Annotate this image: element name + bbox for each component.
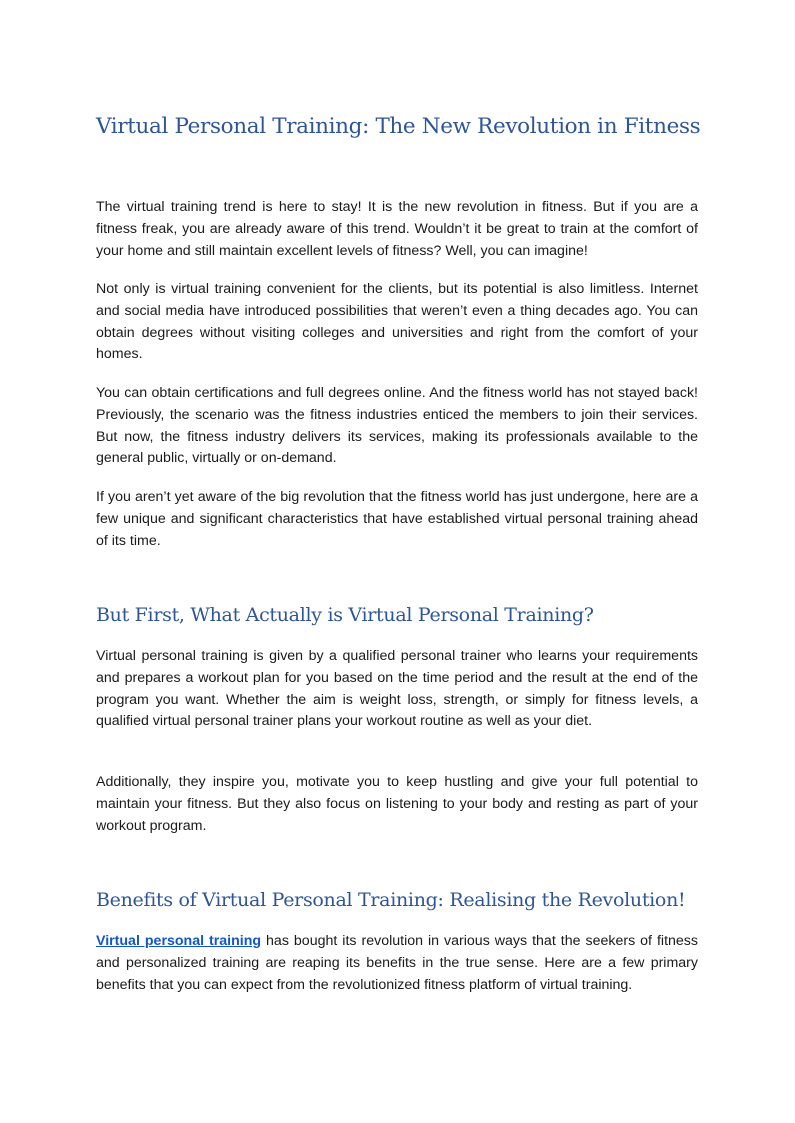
section-heading-benefits: Benefits of Virtual Personal Training: Realising the Revolution! (96, 889, 686, 911)
intro-paragraph-4: If you aren’t yet aware of the big revolution that the fitness world has just undergone, here are a few unique and significant characteristics that have established virtual personal training ahead of its time. (96, 489, 698, 549)
intro-paragraph-1: The virtual training trend is here to stay! It is the new revolution in fitness. But if you are a fitness freak, you are already aware of this trend. Wouldn’t it be great to train at the comfort of your home and still maintain excellent levels of fitness? Well, you can imagine! (96, 199, 698, 259)
section1-paragraph-1: Virtual personal training is given by a qualified personal trainer who learns your requirements and prepares a workout plan for you based on the time period and the result at the end of the program you want. Whether the aim is weight loss, strength, or simply for fitness levels, a qualified virtual personal trainer plans your workout routine as well as your diet. (96, 648, 698, 730)
section2-paragraph-text: has bought its revolution in various ways that the seekers of fitness and personalized training are reaping its benefits in the true sense. Here are a few primary benefits that you can expect from the revolutionized fitness platform of virtual training. (96, 933, 698, 993)
intro-paragraph-3: You can obtain certifications and full degrees online. And the fitness world has not stayed back! Previously, the scenario was the fitness industries enticed the members to join their services. But now, the fitness industry delivers its services, making its professionals available to the general public, virtually or on-demand. (96, 385, 698, 467)
virtual-personal-training-link[interactable]: Virtual personal training (96, 933, 262, 949)
intro-paragraph-2: Not only is virtual training convenient for the clients, but its potential is also limitless. Internet and social media have introduced possibilities that weren’t even a thing decades ago. You can obtain degrees without visiting colleges and universities and right from the comfort of your homes. (96, 281, 698, 363)
section-heading-what-is: But First, What Actually is Virtual Personal Training? (96, 604, 594, 626)
section1-paragraph-2: Additionally, they inspire you, motivate you to keep hustling and give your full potential to maintain your fitness. But they also focus on listening to your body and resting as part of your workout program. (96, 774, 698, 834)
document-title: Virtual Personal Training: The New Revolution in Fitness (96, 114, 701, 139)
section2-paragraph-1 (96, 931, 698, 996)
